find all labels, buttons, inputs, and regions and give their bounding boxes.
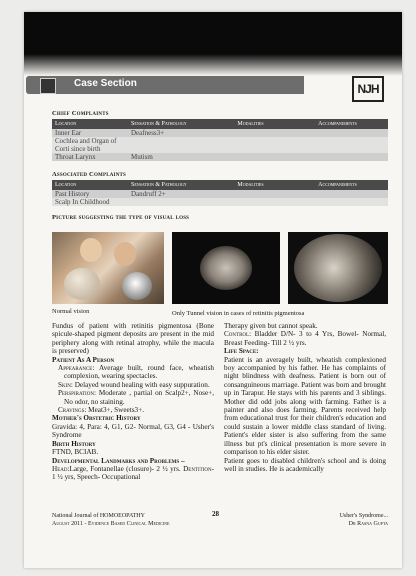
table-row: Throat Larynx Mutism <box>52 153 388 161</box>
col-modalities: Modalities <box>214 119 287 129</box>
figure-heading: Picture suggesting the type of visual loss <box>52 214 190 221</box>
therapy-text: Therapy given but cannot speak. <box>224 322 318 330</box>
perspiration-paragraph: Perspiration: Moderate , partial on Scalp2+, Nose+, No odor, no staining. <box>58 389 214 406</box>
obstetric-text: Gravida: 4, Para: 4, G1, G2- Normal, G3, G4 - Usher's Syndrome <box>52 422 214 440</box>
article-author: Dr Rasna Gupta <box>348 521 388 527</box>
caption-tunnel-vision: Only Tunnel vision in cases of retinitis pigmentosa <box>172 310 305 317</box>
developmental-heading: Developmental Landmarks and Problems – <box>52 456 185 465</box>
col-sensation: Sensation & Pathology <box>128 119 214 129</box>
associated-complaints-heading: Associated Complaints <box>52 171 127 178</box>
table-row: Scalp In Childhood <box>52 198 388 206</box>
journal-logo: NJH <box>352 76 384 102</box>
obstetric-heading: Mother's Obstetric History <box>52 414 141 423</box>
table-row: Cochlea and Organ of <box>52 137 388 145</box>
life-space-heading: Life Space: <box>224 347 259 356</box>
fundus-photo <box>288 232 388 304</box>
skin-paragraph: Skin: Delayed wound healing with easy suppuration. <box>58 380 210 389</box>
normal-vision-photo <box>52 232 164 304</box>
developmental-text: Head:Large, Fontanellae (closure)- 2 ½ yrs. Dentition- 1 ½ yrs, Speech- Occupational <box>52 464 214 482</box>
table-row: Corti since birth <box>52 145 388 153</box>
left-column <box>52 322 214 482</box>
journal-name: National Journal of HOMOEOPATHY <box>52 513 145 519</box>
associated-complaints-table <box>52 180 388 206</box>
journal-issue: August 2011 - Evidence Based Clinical Medicine <box>52 521 170 527</box>
cravings-paragraph: Cravings: Meat3+, Sweets3+. <box>58 406 144 415</box>
right-column <box>224 322 386 473</box>
birth-text: FTND, BCIAB. <box>52 448 99 457</box>
article-title: Usher's Syndrome... <box>339 513 388 519</box>
col-location: Location <box>52 119 128 129</box>
col-accompaniments: Accompaniments <box>287 180 388 190</box>
chief-complaints-heading: Chief Complaints <box>52 110 109 117</box>
top-black-band <box>24 12 402 76</box>
school-paragraph: Patient goes to disabled children's school and is doing well in studies. He is academically <box>224 456 386 473</box>
section-title: Case Section <box>74 78 137 89</box>
caption-normal-vision: Normal vision <box>52 308 90 315</box>
life-space-paragraph: Patient is an averagely built, wheatish complexioned boy accompanied by his father. He has complaints of night blindness with deafness. Patient is born out of consanguineous marriage. Patient was born and brought up in Tarapur. He stays with his parents and 3 siblings. Mother did odd jobs along with farming. Father is a painter and also does farming. Parents received help from educational trust for their children's education and could sustain a lower middle class standard of living. Patient's elder sister is also suffering from the same illness but pt's clinical presentation is more severe in comparison to his elder sister. <box>224 355 386 457</box>
table-row: Past History Dandruff 2+ <box>52 190 388 198</box>
col-modalities: Modalities <box>214 180 287 190</box>
table-row: Inner Ear Deafness3+ <box>52 129 388 137</box>
col-accompaniments: Accompaniments <box>287 119 388 129</box>
section-icon <box>40 78 56 94</box>
col-sensation: Sensation & Pathology <box>128 180 214 190</box>
col-location: Location <box>52 180 128 190</box>
tunnel-vision-photo <box>172 232 280 304</box>
birth-heading: Birth History <box>52 439 96 448</box>
fundus-description: Fundus of patient with retinitis pigmentosa (Bone spicule-shaped pigment deposits are present in the mid periphery along with retinal atrophy, while the macula is preserved) <box>52 322 214 356</box>
control-text: Control: Bladder D/N- 3 to 4 Yrs, Bowel- Normal, Breast Feeding- Till 2 ½ yrs. <box>224 330 387 347</box>
section-banner <box>26 76 304 94</box>
chief-complaints-table <box>52 119 388 161</box>
appearance-paragraph: Appearance: Average built, round face, wheatish complexion, wearing spectacles. <box>58 364 214 381</box>
patient-as-person-heading: Patient As A Person <box>52 355 115 364</box>
page-number: 28 <box>212 510 219 518</box>
